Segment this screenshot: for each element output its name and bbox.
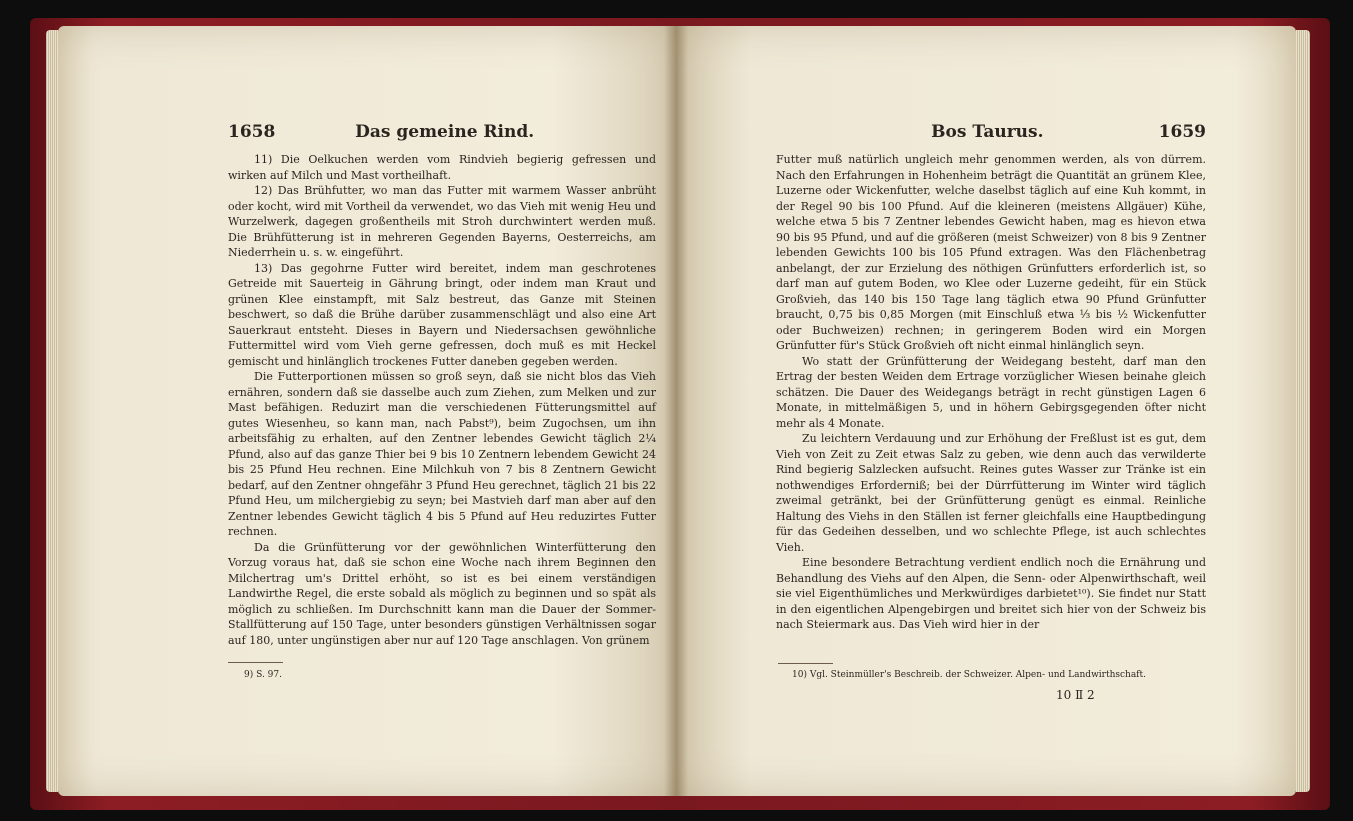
right-page-header xyxy=(776,122,1206,148)
left-page-header xyxy=(228,122,654,148)
paragraph: 11) Die Oelkuchen werden vom Rindvieh begierig gefressen und wirken auf Milch und Mast vortheilhaft. xyxy=(228,153,656,182)
footnote: 9) S. 97. xyxy=(244,670,282,680)
paragraph: 13) Das gegohrne Futter wird bereitet, indem man geschrotenes Getreide mit Sauerteig in Gährung bringt, oder indem man Kraut und grünen Klee einstampft, mit Salz bestreut, das Ganze mit Steinen beschwert, so daß die Brühe darüber zusammenschlägt und also eine Art Sauerkraut entsteht. Dieses in Bayern und Niedersachsen gewöhnliche Futtermittel wird vom Vieh gerne gefressen, doch muß es mit Heckel gemischt und hinlänglich trockenes Futter daneben gegeben werden. xyxy=(228,261,656,368)
paragraph: 12) Das Brühfutter, wo man das Futter mit warmem Wasser anbrüht oder kocht, wird mit Vortheil da verwendet, wo das Vieh mit wenig Heu und Wurzelwerk, dagegen großentheils mit Stroh durchwintert werden muß. Die Brühfütterung ist in mehreren Gegenden Bayerns, Oesterreichs, am Niederrhein u. s. w. eingeführt. xyxy=(228,184,656,259)
left-page xyxy=(58,26,676,796)
page-number: 1659 xyxy=(1158,122,1206,142)
book-gutter xyxy=(664,26,688,796)
footnote-divider xyxy=(778,663,833,664)
footnote: 10) Vgl. Steinmüller's Beschreib. der Schweizer. Alpen- und Landwirthschaft. xyxy=(792,670,1146,680)
right-page xyxy=(676,26,1296,796)
left-page-body xyxy=(228,152,656,648)
right-page-body xyxy=(776,152,1206,633)
paragraph: Wo statt der Grünfütterung der Weidegang besteht, darf man den Ertrag der besten Weiden dem Ertrage vorzüglicher Wiesen beinahe gleich schätzen. Die Dauer des Weidegangs beträgt in recht günstigen Lagen 6 Monate, in mittelmäßigen 5, und in höhern Gebirgsgegenden öfter nicht mehr als 4 Monate. xyxy=(776,354,1206,430)
paragraph: Da die Grünfütterung vor der gewöhnlichen Winterfütterung den Vorzug voraus hat, daß sie schon eine Woche nach ihrem Beginnen den Milchertrag um's Drittel erhöht, so ist es bei einem verständigen Landwirthe Regel, die erste sobald als möglich zu beginnen und so spät als möglich zu schließen. Im Durchschnitt kann man die Dauer der Sommer-Stallfütterung auf 150 Tage, unter besonders günstigen Verhältnissen sogar auf 180, unter ungünstigen aber nur auf 120 Tage anschlagen. Von grünem xyxy=(228,540,656,647)
page-edges-left xyxy=(46,30,58,792)
paragraph: Eine besondere Betrachtung verdient endlich noch die Ernährung und Behandlung des Viehs auf den Alpen, die Senn- oder Alpenwirthschaft, weil sie viel Eigenthümliches und Merkwürdiges darbietet¹⁰). Sie findet nur Statt in den eigentlichen Alpengebirgen und breitet sich hier von der Schweiz bis nach Steiermark aus. Das Vieh wird hier in der xyxy=(776,556,1206,631)
paragraph: Futter muß natürlich ungleich mehr genommen werden, als von dürrem. Nach den Erfahrungen in Hohenheim beträgt die Quantität an grünem Klee, Luzerne oder Wickenfutter, welche daselbst täglich auf eine Kuh kommt, in der Regel 90 bis 100 Pfund. Auf die kleineren (meistens Allgäuer) Kühe, welche etwa 5 bis 7 Zentner lebendes Gewicht haben, mag es hievon etwa 90 bis 95 Pfund, und auf die größeren (meist Schweizer) von 8 bis 9 Zentner lebenden Gewichts 100 bis 105 Pfund extragen. Was den Flächenbetrag anbelangt, der zur Erzielung des nöthigen Grünfutters erforderlich ist, so darf man auf gutem Boden, wo Klee oder Luzerne gedeiht, für ein Stück Großvieh, das 140 bis 150 Tage lang täglich etwa 90 Pfund Grünfutter braucht, 0,75 bis 0,85 Morgen (mit Einschluß etwa ⅓ bis ½ Wickenfutter oder Buchweizen) rechnen; in geringerem Boden wird ein Morgen Grünfutter für's Stück Großvieh oft nicht einmal hinlänglich seyn. xyxy=(776,153,1206,352)
printer-signature-mark: 10 Ⅱ 2 xyxy=(1056,688,1095,702)
running-title: Das gemeine Rind. xyxy=(355,122,535,142)
page-number: 1658 xyxy=(228,122,276,142)
footnote-divider xyxy=(228,662,283,663)
paragraph: Zu leichtern Verdauung und zur Erhöhung der Freßlust ist es gut, dem Vieh von Zeit zu Zeit etwas Salz zu geben, wie denn auch das verwilderte Rind begierig Salzlecken aufsucht. Reines gutes Wasser zur Tränke ist ein nothwendiges Erforderniß; bei der Dürrfütterung im Winter wird täglich zweimal getränkt, bei der Grünfütterung genügt es einmal. Reinliche Haltung des Viehs in den Ställen ist ferner gleichfalls eine Hauptbedingung für das Gedeihen desselben, und wo schlechte Pflege, ist auch schlechtes Vieh. xyxy=(776,432,1206,554)
page-edges-right xyxy=(1296,30,1310,792)
running-title: Bos Taurus. xyxy=(931,122,1044,142)
paragraph: Die Futterportionen müssen so groß seyn, daß sie nicht blos das Vieh ernähren, sondern daß sie dasselbe auch zum Ziehen, zum Melken und zur Mast befähigen. Reduzirt man die verschiedenen Fütterungsmittel auf gutes Wiesenheu, so kann man, nach Pabst⁹), beim Zugochsen, um ihn arbeitsfähig zu erhalten, auf den Zentner lebendes Gewicht täglich 2¼ Pfund, also auf das ganze Thier bei 9 bis 10 Zentnern lebendem Gewicht 24 bis 25 Pfund Heu rechnen. Eine Milchkuh von 7 bis 8 Zentnern Gewicht bedarf, auf den Zentner ohngefähr 3 Pfund Heu gerechnet, täglich 21 bis 22 Pfund Heu, um milchergiebig zu seyn; bei Mastvieh darf man aber auf den Zentner lebendes Gewicht täglich 4 bis 5 Pfund auf Heu reduzirtes Futter rechnen. xyxy=(228,370,656,538)
